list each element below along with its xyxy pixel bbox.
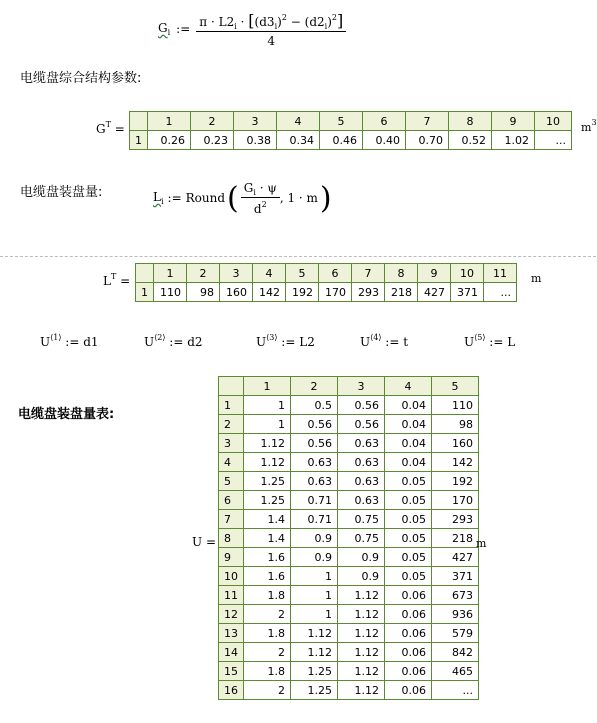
assign-u4[interactable]: $U^{⟨4⟩}$ := t <box>360 333 409 349</box>
u-cell: 1 <box>244 396 291 415</box>
gt-col-header: 1 <box>148 112 191 131</box>
lt-header-row <box>136 264 517 283</box>
u-cell: 0.06 <box>385 681 432 700</box>
u-cell: 0.71 <box>291 510 338 529</box>
formula-g-denominator: 4 <box>267 33 276 48</box>
gt-col-header: 2 <box>191 112 234 131</box>
u-cell: 1.8 <box>244 586 291 605</box>
u-cell: 0.04 <box>385 453 432 472</box>
u-cell: 1.12 <box>338 662 385 681</box>
gt-col-header: 5 <box>320 112 363 131</box>
u-cell: 842 <box>432 643 479 662</box>
u-cell: 936 <box>432 605 479 624</box>
u-col-header: 4 <box>385 377 432 396</box>
gt-matrix[interactable] <box>129 111 572 150</box>
lt-col-header: 1 <box>154 264 187 283</box>
u-cell: 293 <box>432 510 479 529</box>
u-col-header: 2 <box>291 377 338 396</box>
u-cell: 1.25 <box>291 681 338 700</box>
u-table-row <box>219 529 479 548</box>
gt-cell: 0.46 <box>320 131 363 150</box>
lt-cell: 142 <box>253 283 286 302</box>
u-cell: 371 <box>432 567 479 586</box>
gt-cell: 0.23 <box>191 131 234 150</box>
u-cell: 427 <box>432 548 479 567</box>
lt-col-header: 9 <box>418 264 451 283</box>
u-cell: 0.05 <box>385 510 432 529</box>
u-cell: 170 <box>432 491 479 510</box>
u-table-row <box>219 605 479 624</box>
u-cell: 2 <box>244 605 291 624</box>
u-cell: 218 <box>432 529 479 548</box>
u-cell: 0.56 <box>291 434 338 453</box>
lt-label: $L^T$ = <box>103 272 131 288</box>
assign-u2[interactable]: $U^{⟨2⟩}$ := d2 <box>144 333 203 349</box>
formula-l-func: Round <box>185 191 226 205</box>
u-cell: 0.04 <box>385 434 432 453</box>
u-cell: 0.75 <box>338 510 385 529</box>
u-cell: 1.12 <box>338 605 385 624</box>
u-cell: 1 <box>291 586 338 605</box>
u-cell: 0.63 <box>338 472 385 491</box>
u-cell: 465 <box>432 662 479 681</box>
u-cell: 1.8 <box>244 624 291 643</box>
u-cell: 1.4 <box>244 529 291 548</box>
u-table-row <box>219 491 479 510</box>
u-cell: 0.06 <box>385 643 432 662</box>
u-cell: 98 <box>432 415 479 434</box>
u-col-header: 1 <box>244 377 291 396</box>
u-cell: 0.9 <box>338 567 385 586</box>
lt-col-header: 4 <box>253 264 286 283</box>
u-cell: 192 <box>432 472 479 491</box>
lt-matrix[interactable] <box>135 263 517 302</box>
formula-l-tail: , 1 · m <box>279 191 318 205</box>
u-cell: 0.05 <box>385 472 432 491</box>
u-cell: 1 <box>291 567 338 586</box>
u-cell: 0.56 <box>338 396 385 415</box>
assign-u5[interactable]: $U^{⟨5⟩}$ := L <box>464 333 516 349</box>
u-table-row <box>219 415 479 434</box>
u-cell: 1.25 <box>244 491 291 510</box>
u-cell: 0.04 <box>385 396 432 415</box>
u-cell: 0.5 <box>291 396 338 415</box>
formula-g-assign: := <box>176 22 191 36</box>
u-row-label: 3 <box>219 434 244 453</box>
u-cell: 1.8 <box>244 662 291 681</box>
u-row-label: 6 <box>219 491 244 510</box>
u-row-label: 8 <box>219 529 244 548</box>
u-cell: 0.06 <box>385 605 432 624</box>
u-cell: ... <box>432 681 479 700</box>
u-row-label: 13 <box>219 624 244 643</box>
formula-g[interactable] <box>158 6 346 52</box>
u-cell: 110 <box>432 396 479 415</box>
lt-cell: 218 <box>385 283 418 302</box>
u-row-label: 4 <box>219 453 244 472</box>
lt-row-label: 1 <box>136 283 154 302</box>
u-table-row <box>219 681 479 700</box>
gt-corner <box>130 112 148 131</box>
formula-l-assign: := <box>167 191 182 205</box>
u-cell: 2 <box>244 681 291 700</box>
u-cell: 1.12 <box>338 624 385 643</box>
u-cell: 0.63 <box>291 453 338 472</box>
lt-unit: m <box>531 272 542 285</box>
heading-capacity: 电缆盘装盘量: <box>20 185 103 200</box>
lt-cell: 98 <box>187 283 220 302</box>
gt-row-label: 1 <box>130 131 148 150</box>
lt-cell: 192 <box>286 283 319 302</box>
u-row-label: 14 <box>219 643 244 662</box>
formula-g-fraction <box>196 11 346 48</box>
u-cell: 0.56 <box>338 415 385 434</box>
assign-u3[interactable]: $U^{⟨3⟩}$ := L2 <box>256 333 315 349</box>
gt-header-row <box>130 112 572 131</box>
lt-col-header: 7 <box>352 264 385 283</box>
u-cell: 1 <box>244 415 291 434</box>
u-row-label: 16 <box>219 681 244 700</box>
lt-data-row <box>136 283 517 302</box>
u-cell: 160 <box>432 434 479 453</box>
lt-cell: 110 <box>154 283 187 302</box>
u-cell: 0.75 <box>338 529 385 548</box>
gt-col-header: 4 <box>277 112 320 131</box>
u-cell: 1.25 <box>291 662 338 681</box>
lt-cell: ... <box>484 283 517 302</box>
lt-cell: 371 <box>451 283 484 302</box>
u-cell: 0.63 <box>291 472 338 491</box>
u-cell: 1.12 <box>244 434 291 453</box>
u-col-header: 5 <box>432 377 479 396</box>
formula-g-numerator: $\pi \cdot L2_i \cdot [(d3_i)^2 - (d2_i)^2]$ <box>196 11 346 32</box>
gt-label: $G^T$ = <box>96 120 125 136</box>
gt-cell: 0.34 <box>277 131 320 150</box>
u-cell: 0.06 <box>385 662 432 681</box>
u-corner <box>219 377 244 396</box>
lt-col-header: 8 <box>385 264 418 283</box>
u-cell: 673 <box>432 586 479 605</box>
u-matrix[interactable] <box>218 376 479 700</box>
u-table-row <box>219 510 479 529</box>
u-cell: 0.63 <box>338 453 385 472</box>
u-cell: 0.04 <box>385 415 432 434</box>
lt-cell: 160 <box>220 283 253 302</box>
lt-cell: 427 <box>418 283 451 302</box>
u-unit: m <box>476 537 487 550</box>
gt-col-header: 8 <box>449 112 492 131</box>
u-table-row <box>219 643 479 662</box>
gt-col-header: 10 <box>535 112 572 131</box>
gt-data-row <box>130 131 572 150</box>
lt-col-header: 6 <box>319 264 352 283</box>
u-row-label: 7 <box>219 510 244 529</box>
u-cell: 1.12 <box>291 624 338 643</box>
u-row-label: 11 <box>219 586 244 605</box>
u-cell: 0.56 <box>291 415 338 434</box>
u-cell: 0.05 <box>385 529 432 548</box>
u-cell: 0.9 <box>291 529 338 548</box>
lt-col-header: 11 <box>484 264 517 283</box>
region-divider <box>0 256 596 257</box>
u-cell: 0.9 <box>291 548 338 567</box>
lt-corner <box>136 264 154 283</box>
gt-cell: 0.26 <box>148 131 191 150</box>
u-cell: 579 <box>432 624 479 643</box>
gt-col-header: 9 <box>492 112 535 131</box>
u-cell: 1.6 <box>244 548 291 567</box>
gt-col-header: 6 <box>363 112 406 131</box>
u-cell: 1.25 <box>244 472 291 491</box>
lt-col-header: 3 <box>220 264 253 283</box>
u-table-row <box>219 624 479 643</box>
u-header-row <box>219 377 479 396</box>
formula-g-lhs: $G_i$ <box>158 21 171 37</box>
u-cell: 0.63 <box>338 434 385 453</box>
u-cell: 0.06 <box>385 624 432 643</box>
u-table-row <box>219 586 479 605</box>
u-table-row <box>219 453 479 472</box>
lt-cell: 293 <box>352 283 385 302</box>
u-cell: 1.12 <box>338 681 385 700</box>
u-row-label: 9 <box>219 548 244 567</box>
gt-cell: 0.70 <box>406 131 449 150</box>
u-col-header: 3 <box>338 377 385 396</box>
u-cell: 1.12 <box>244 453 291 472</box>
u-cell: 1.6 <box>244 567 291 586</box>
u-cell: 0.05 <box>385 491 432 510</box>
u-row-label: 15 <box>219 662 244 681</box>
u-row-label: 12 <box>219 605 244 624</box>
u-row-label: 2 <box>219 415 244 434</box>
heading-capacity-table: 电缆盘装盘量表: <box>18 407 115 422</box>
u-cell: 1 <box>291 605 338 624</box>
u-cell: 0.63 <box>338 491 385 510</box>
u-cell: 1.12 <box>338 586 385 605</box>
u-cell: 0.71 <box>291 491 338 510</box>
lt-col-header: 10 <box>451 264 484 283</box>
formula-l[interactable]: $L_i$ := Round ( $\frac{G_i \cdot \psi}{d^2}$ , 1 · m ) <box>153 180 332 216</box>
gt-cell: 1.02 <box>492 131 535 150</box>
gt-cell: 0.40 <box>363 131 406 150</box>
gt-cell: ... <box>535 131 572 150</box>
lt-col-header: 5 <box>286 264 319 283</box>
gt-cell: 0.52 <box>449 131 492 150</box>
u-table-row <box>219 434 479 453</box>
u-cell: 0.9 <box>338 548 385 567</box>
u-label: U = <box>192 535 217 549</box>
u-cell: 0.05 <box>385 567 432 586</box>
u-cell: 1.12 <box>291 643 338 662</box>
gt-cell: 0.38 <box>234 131 277 150</box>
gt-unit: $m^3$ <box>581 118 597 134</box>
gt-col-header: 7 <box>406 112 449 131</box>
u-cell: 0.06 <box>385 586 432 605</box>
u-cell: 0.05 <box>385 548 432 567</box>
u-row-label: 5 <box>219 472 244 491</box>
u-row-label: 1 <box>219 396 244 415</box>
formula-l-fraction: $\frac{G_i \cdot \psi}{d^2}$ <box>241 181 280 216</box>
u-cell: 142 <box>432 453 479 472</box>
lt-cell: 170 <box>319 283 352 302</box>
u-table-row <box>219 396 479 415</box>
u-row-label: 10 <box>219 567 244 586</box>
gt-col-header: 3 <box>234 112 277 131</box>
u-cell: 1.4 <box>244 510 291 529</box>
u-cell: 2 <box>244 643 291 662</box>
lt-col-header: 2 <box>187 264 220 283</box>
u-cell: 1.12 <box>338 643 385 662</box>
heading-structure-params: 电缆盘综合结构参数: <box>20 71 142 86</box>
u-table-row <box>219 472 479 491</box>
u-table-row <box>219 548 479 567</box>
u-table-row <box>219 567 479 586</box>
assign-u1[interactable]: $U^{⟨1⟩}$ := d1 <box>40 333 99 349</box>
formula-l-lhs: $L_i$ <box>153 190 164 206</box>
u-table-row <box>219 662 479 681</box>
